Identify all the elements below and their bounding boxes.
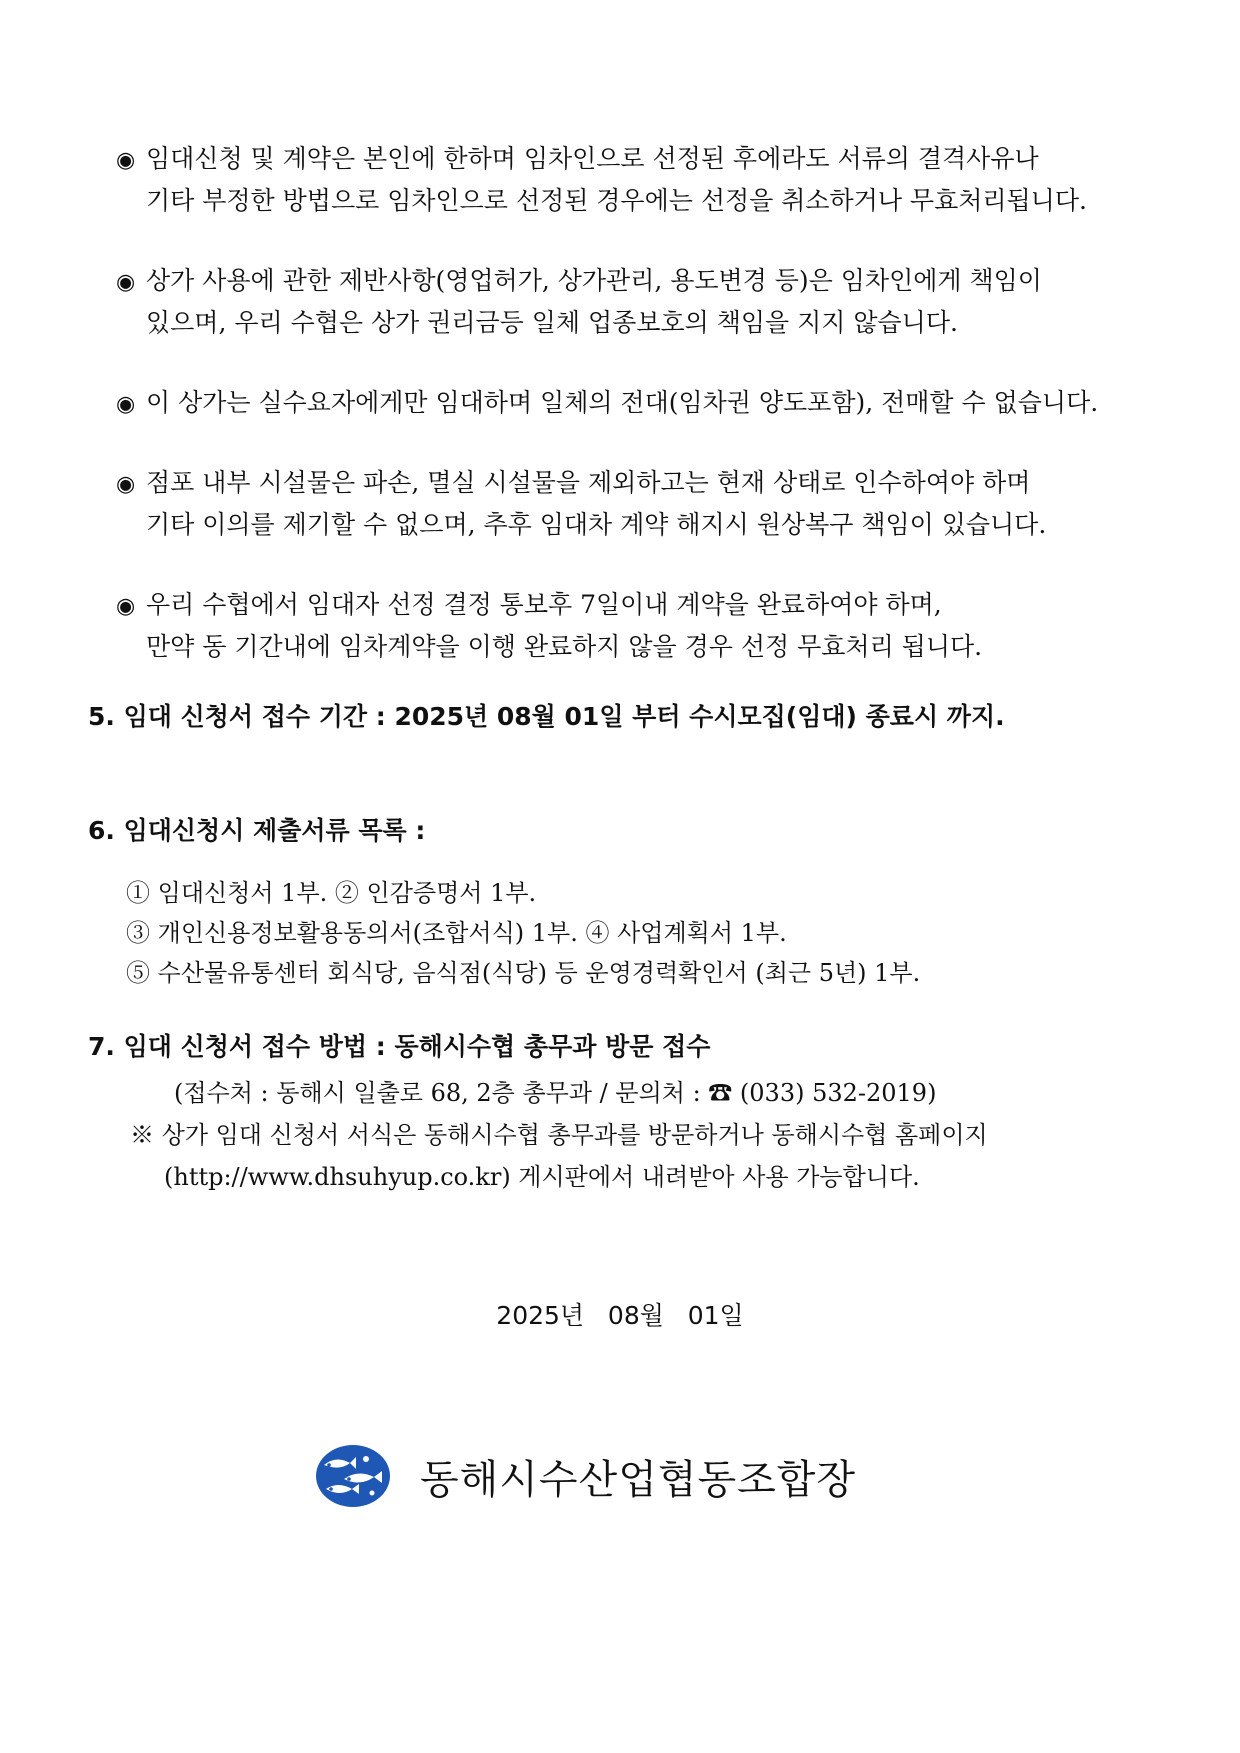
section-5-heading: 5. 임대 신청서 접수 기간 : 2025년 08월 01일 부터 수시모집(임대) 종료시 까지. — [88, 702, 1005, 731]
notice-bullet-icon: ◉ — [116, 148, 136, 173]
notice-bullet-icon: ◉ — [116, 594, 136, 619]
notice-4-line-2: 기타 이의를 제기할 수 없으며, 추후 임대차 계약 해지시 원상복구 책임이 있습니다. — [146, 510, 1047, 539]
organization-signature: 동해시수산업협동조합장 — [420, 1456, 857, 1503]
document-list-item: ⑤ 수산물유통센터 회식당, 음식점(식당) 등 운영경력확인서 (최근 5년) 1부. — [126, 959, 921, 987]
contact-info: (접수처 : 동해시 일출로 68, 2층 총무과 / 문의처 : ☎ (033) 532-2019) — [174, 1079, 937, 1107]
section-7-heading: 7. 임대 신청서 접수 방법 : 동해시수협 총무과 방문 접수 — [88, 1032, 711, 1061]
notice-4-line-1: ◉ 점포 내부 시설물은 파손, 멸실 시설물을 제외하고는 현재 상태로 인수하여야 하며 — [116, 466, 1030, 502]
notice-2-line-1: ◉ 상가 사용에 관한 제반사항(영업허가, 상가관리, 용도변경 등)은 임차인에게 책임이 — [116, 264, 1042, 300]
notice-3-line-1: ◉ 이 상가는 실수요자에게만 임대하며 일체의 전대(임차권 양도포함), 전매할 수 없습니다. — [116, 386, 1098, 422]
notice-bullet-icon: ◉ — [116, 472, 136, 497]
notice-bullet-icon: ◉ — [116, 392, 136, 417]
notice-5-line-1: ◉ 우리 수협에서 임대자 선정 결정 통보후 7일이내 계약을 완료하여야 하며, — [116, 588, 942, 624]
notice-1-line-1: ◉ 임대신청 및 계약은 본인에 한하며 임차인으로 선정된 후에라도 서류의 결격사유나 — [116, 142, 1039, 178]
document-list-item: ① 임대신청서 1부. ② 인감증명서 1부. — [126, 879, 537, 907]
form-note-line-2: (http://www.dhsuhyup.co.kr) 게시판에서 내려받아 사용 가능합니다. — [164, 1163, 920, 1191]
notice-1-line-2: 기타 부정한 방법으로 임차인으로 선정된 경우에는 선정을 취소하거나 무효처리됩니다. — [146, 186, 1087, 215]
document-date: 2025년 08월 01일 — [496, 1301, 744, 1330]
document-list-item: ③ 개인신용정보활용동의서(조합서식) 1부. ④ 사업계획서 1부. — [126, 919, 787, 947]
fish-emblem-icon — [314, 1443, 392, 1509]
section-6-heading: 6. 임대신청시 제출서류 목록 : — [88, 816, 426, 845]
notice-5-line-2: 만약 동 기간내에 임차계약을 이행 완료하지 않을 경우 선정 무효처리 됩니다. — [146, 632, 983, 661]
signature-block — [314, 1438, 856, 1514]
form-note-line-1: ※ 상가 임대 신청서 서식은 동해시수협 총무과를 방문하거나 동해시수협 홈페이지 — [130, 1121, 988, 1149]
notice-2-line-2: 있으며, 우리 수협은 상가 권리금등 일체 업종보호의 책임을 지지 않습니다. — [146, 308, 958, 337]
notice-bullet-icon: ◉ — [116, 270, 136, 295]
